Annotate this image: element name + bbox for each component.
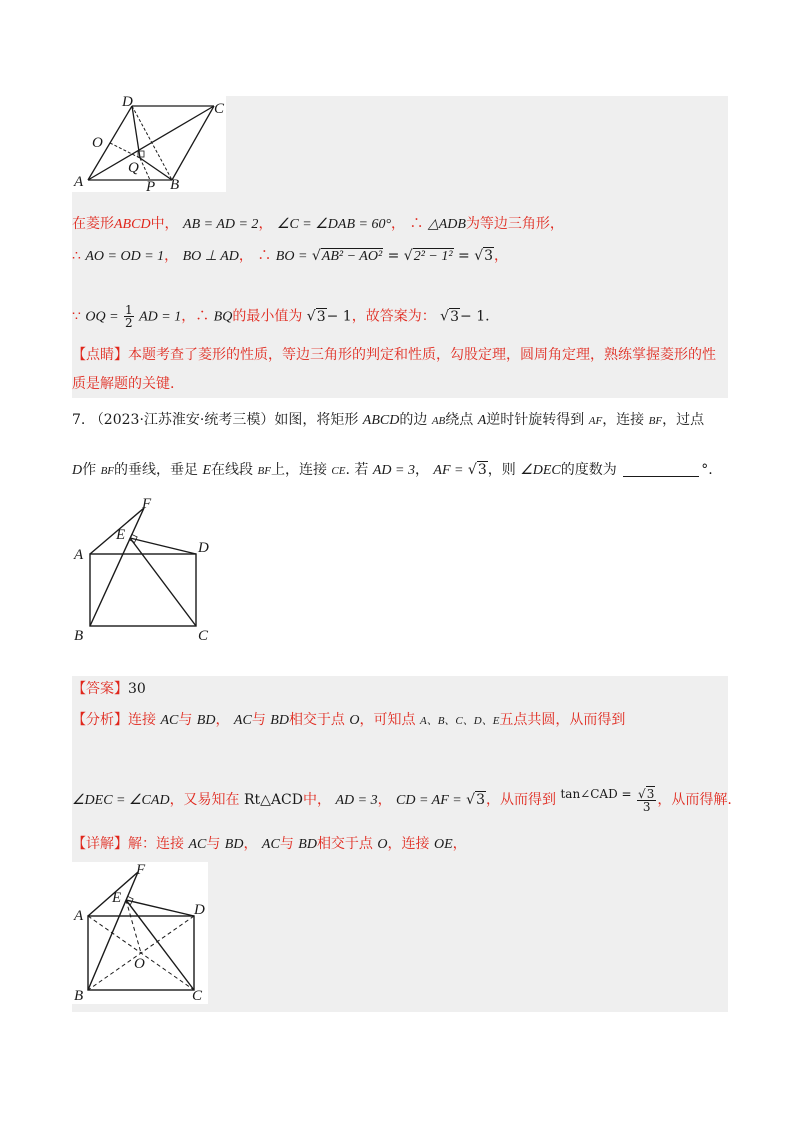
math: AD = 3 [335,793,378,808]
math: 3 [477,462,487,478]
detail-tag: 【详解】 [72,836,128,852]
math: ABCD [362,413,400,428]
rect-label-f: F [142,496,152,512]
denominator: 2 [125,316,133,330]
problem-number: 7. [72,412,86,428]
text: 的边 [399,412,428,428]
text: 在菱形 [72,216,114,232]
rect2-label-a: A [74,908,84,924]
solution6-comment-line1 [72,345,716,365]
comment-tag: 【点睛】 [72,347,128,363]
math: BF [257,465,271,477]
rect2-label-f: F [136,862,146,878]
therefore-symbol: ∴ [409,216,424,232]
math: ABCD [114,217,151,232]
math: OE [433,837,453,852]
math: tan∠CAD = [560,787,632,801]
text: ，从而得解. [657,792,732,808]
text: 作 [82,462,97,478]
rect2-label-b: B [74,988,84,1004]
numerator: 3 [646,786,655,801]
rhombus-label-q: Q [128,160,139,176]
rectangle-figure-with-o [72,862,208,1004]
analysis-tag: 【分析】 [72,712,128,728]
answer-tag: 【答案】 [72,681,128,697]
math: 3 [476,792,486,808]
math: AO = OD = 1 [85,249,165,264]
math: BO ⊥ AD [182,249,239,264]
rect2-label-d: D [194,902,205,918]
text: ，又易知在 [169,792,240,808]
math: D [72,463,83,478]
text: ，∴ [181,308,210,325]
text: 连接 [128,712,156,728]
math: BD [270,713,289,728]
text: ，从而得到 [486,792,557,808]
text: ，连接 [387,836,430,852]
degree-symbol: ° [701,462,709,478]
text: ，故答案为： [351,308,436,325]
solution6-line2: ∴ AO = OD = 1， BO ⊥ AD， ∴ BO = √AB² − AO² = √2² − 1² = √3， [72,248,509,264]
text: 解：连接 [128,836,184,852]
solution7-answer [72,679,146,699]
problem-source: （2023·江苏淮安·统考三模） [89,412,275,428]
math: AC [160,713,179,728]
text: 为等边三角形， [465,216,564,232]
math: AC [233,713,252,728]
math: BD [298,837,317,852]
solution6-line1: 在菱形ABCD中， AB = AD = 2， ∠C = ∠DAB = 60°， ∴ △ADB为等边三角形， [72,216,564,232]
solution6-comment-line2 [72,374,174,394]
math: BF [100,465,115,477]
math: = [387,248,400,264]
math: 3 [316,308,326,325]
rect-label-a: A [74,547,84,563]
rect-label-d: D [198,540,209,556]
because-symbol: ∵ [72,308,81,325]
text: 与 [178,712,193,728]
math: AB = AD = 2 [183,217,259,232]
rhombus-label-c: C [214,101,225,117]
math: △ADB [427,217,466,232]
text: 中， [303,792,331,808]
text: ， [215,712,230,728]
answer-blank[interactable] [623,462,699,477]
text: ，则 [487,462,516,478]
text: ， [243,836,258,852]
text: 如图，将矩形 [274,412,359,428]
math: BQ [213,309,233,325]
fraction-sqrt3-over-3: $\frac{√3}{3}$ [638,786,655,814]
rhombus-label-d: D [122,96,133,110]
math: AF [588,415,603,427]
text: 相交于点 [316,836,373,852]
text: ，过点 [662,412,705,428]
rhombus-figure [72,96,226,192]
math: − 1 [460,308,486,325]
math: A [477,413,487,428]
solution7-detail-line [72,834,467,855]
text: 的度数为 [560,462,617,478]
comment-text: 质是解题的关键. [72,376,175,392]
answer-value: 30 [128,681,146,697]
text: . [708,462,713,478]
text: ， [414,462,429,478]
text: ，可知点 [359,712,416,728]
text: 在线段 [211,462,254,478]
rect-label-b: B [74,628,84,644]
math: AF = [433,463,464,478]
solution7-analysis-line1 [72,710,625,731]
solution6-line3: ∵ OQ = $\frac{1}{2}$ AD = 1，∴ BQ的最小值为 √3− 1，故答案为： √3− 1. [72,303,490,330]
solution7-analysis-line2: ∠DEC = ∠CAD，又易知在 Rt△ACD中， AD = 3， CD = AF = √3，从而得到 tan∠CAD = $\frac{√3}{3}$ ，从而得解. [72,786,732,814]
text: ， [377,792,392,808]
rectangle-figure [72,494,222,644]
math: AC [261,837,280,852]
math: AD = 3 [372,463,415,478]
text: 逆时针旋转得到 [486,412,585,428]
text: . 若 [345,462,369,478]
math: A、B、C、D、E [419,715,500,727]
math: BF [648,415,663,427]
denominator: 3 [642,799,651,814]
rect2-label-e: E [112,890,122,906]
math: AB [431,415,446,427]
math: OQ = [85,309,119,325]
problem7-line1 [72,410,704,431]
math: = [458,248,470,264]
problem7-line2: D作 BF的垂线，垂足 E在线段 BF上，连接 CE. 若 AD = 3， AF = √3，则 ∠DEC的度数为 °. [72,462,713,478]
math: AD = 1 [139,309,182,325]
rhombus-label-o: O [92,135,103,151]
math: BD [196,713,216,728]
rect2-label-o: O [134,956,145,972]
math: − 1 [326,308,352,325]
rhombus-label-p: P [146,179,156,192]
text: 相交于点 [288,712,345,728]
math: BO = [275,249,308,264]
rect2-label-c: C [192,988,203,1004]
text: 与 [206,836,221,852]
text: ，连接 [602,412,645,428]
rect-label-e: E [116,527,126,543]
therefore-symbol: ∴ [257,248,272,264]
math: ∠DEC = ∠CAD [72,793,170,808]
math: 3 [484,248,494,264]
text: 与 [279,836,294,852]
math: 2² − 1² [413,249,453,264]
text: 上，连接 [270,462,327,478]
numerator: 1 [125,303,133,317]
text: . [485,308,490,325]
text: ， [494,248,509,264]
math: ∠DEC [520,463,561,478]
math: E [202,463,212,478]
math: O [377,837,388,852]
math: BD [224,837,244,852]
rect-label-c: C [198,628,209,644]
math: O [349,713,360,728]
text: 与 [251,712,266,728]
rhombus-label-a: A [74,174,84,190]
math: CD = AF = [396,793,462,808]
text: 五点共圆，从而得到 [499,712,626,728]
comment-text: 本题考查了菱形的性质，等边三角形的判定和性质，勾股定理，圆周角定理，熟练掌握菱形的性 [128,347,716,363]
text: ， [452,836,467,852]
math: Rt△ACD [244,792,303,808]
math: 3 [450,308,460,325]
therefore-symbol: ∴ [72,248,81,264]
rhombus-label-b: B [170,177,180,192]
math: AC [188,837,207,852]
text: 的垂线，垂足 [114,462,199,478]
text: 绕点 [445,412,474,428]
math: CE [331,465,346,477]
text: 的最小值为 [232,308,303,325]
math: ∠C = ∠DAB = 60° [276,217,392,232]
math: AB² − AO² [321,249,383,264]
fraction-half [124,304,134,329]
text: 中， [150,216,179,232]
